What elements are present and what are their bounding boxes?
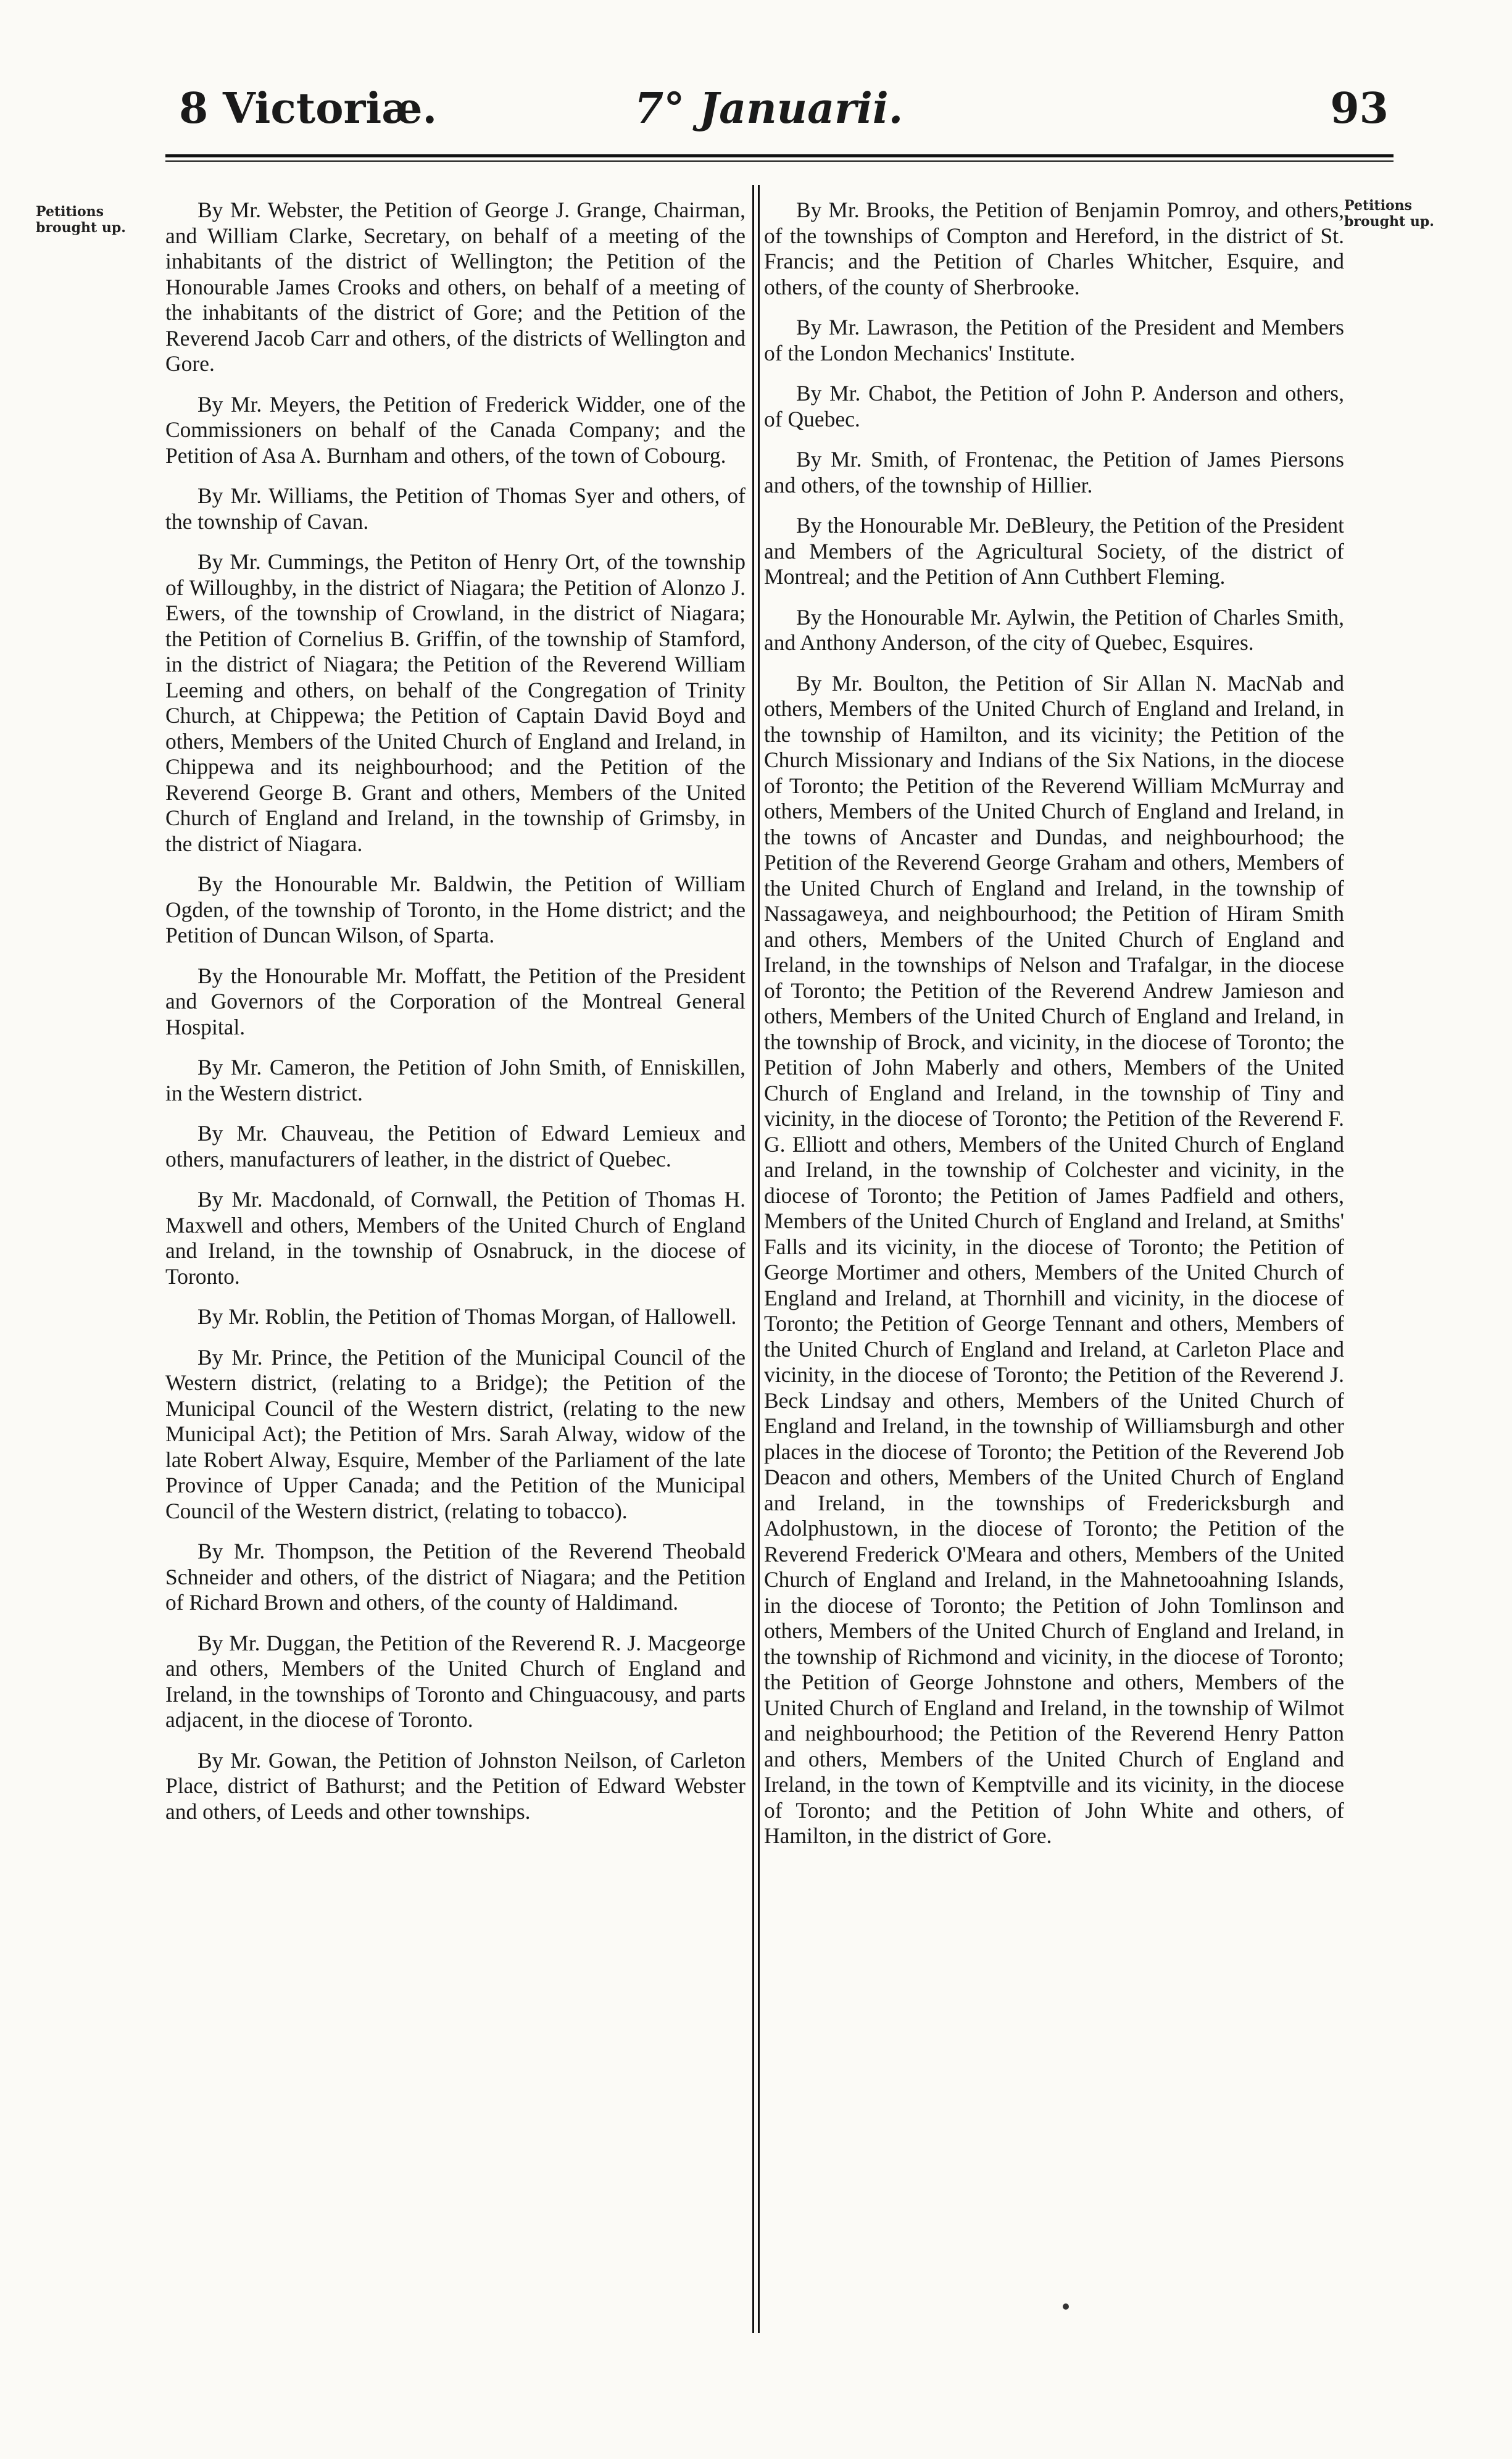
petition-paragraph: By the Honourable Mr. Moffatt, the Petition of the President and Governors of the Corporation of the Montreal General Hospital. — [165, 963, 746, 1039]
running-head-regnal-year: 8 Victoriæ. — [179, 84, 438, 133]
petition-paragraph: By Mr. Macdonald, of Cornwall, the Petition of Thomas H. Maxwell and others, Members of the United Church of England and Ireland, in the township of Osnabruck, in the diocese of Toronto. — [165, 1187, 746, 1289]
column-divider — [752, 185, 760, 2333]
petition-paragraph: By Mr. Lawrason, the Petition of the President and Members of the London Mechanics' Institute. — [764, 315, 1344, 365]
page-number: 93 — [1330, 84, 1389, 133]
petition-paragraph: By Mr. Chauveau, the Petition of Edward Lemieux and others, manufacturers of leather, in the district of Quebec. — [165, 1121, 746, 1171]
petition-paragraph: By Mr. Webster, the Petition of George J. Grange, Chairman, and William Clarke, Secretary, on behalf of a meeting of the inhabitants of the district of Wellington; the Petition of the Honourable James Crooks and others, on behalf of a meeting of the inhabitants of the district of Gore; and the Petition of the Reverend Jacob Carr and others, of the districts of Wellington and Gore. — [165, 198, 746, 376]
margin-note-right: Petitions brought up. — [1344, 198, 1434, 230]
petition-paragraph: By Mr. Thompson, the Petition of the Reverend Theobald Schneider and others, of the district of Niagara; and the Petition of Richard Brown and others, of the county of Haldimand. — [165, 1539, 746, 1615]
header-rule-thin — [165, 160, 1394, 162]
petition-paragraph: By Mr. Cummings, the Petiton of Henry Ort, of the township of Willoughby, in the district of Niagara; the Petition of Alonzo J. Ewers, of the township of Crowland, in the district of Niagara; the Petition of Cornelius B. Griffin, of the township of Stamford, in the district of Niagara; the Petition of the Reverend William Leeming and others, on behalf of the Congregation of Trinity Church, at Chippewa; the Petition of Captain David Boyd and others, Members of the United Church of England and Ireland, in Chippewa and its neighbourhood; and the Petition of the Reverend George B. Grant and others, Members of the United Church of England and Ireland, in the township of Grimsby, in the district of Niagara. — [165, 549, 746, 856]
petition-paragraph: By Mr. Prince, the Petition of the Municipal Council of the Western district, (relating to a Bridge); the Petition of the Municipal Council of the Western district, (relating to the new Municipal Act); the Petition of Mrs. Sarah Alway, widow of the late Robert Alway, Esquire, Member of the Parliament of the late Province of Upper Canada; and the Petition of the Municipal Council of the Western district, (relating to tobacco). — [165, 1344, 746, 1523]
petition-paragraph: By the Honourable Mr. DeBleury, the Petition of the President and Members of the Agricultural Society, of the district of Montreal; and the Petition of Ann Cuthbert Fleming. — [764, 513, 1344, 589]
margin-note-left: Petitions brought up. — [36, 204, 126, 236]
header-rule — [165, 154, 1394, 157]
left-column — [165, 198, 746, 1839]
running-head-date: 7° Januarii. — [634, 84, 903, 133]
petition-paragraph: By Mr. Roblin, the Petition of Thomas Morgan, of Hallowell. — [197, 1304, 737, 1329]
petition-paragraph: By the Honourable Mr. Baldwin, the Petition of William Ogden, of the township of Toronto, in the Home district; and the Petition of Duncan Wilson, of Sparta. — [165, 872, 746, 947]
end-dot-ornament — [1063, 2303, 1069, 2310]
petition-paragraph: By Mr. Williams, the Petition of Thomas Syer and others, of the township of Cavan. — [165, 483, 746, 534]
petition-paragraph: By Mr. Duggan, the Petition of the Reverend R. J. Macgeorge and others, Members of the United Church of England and Ireland, in the townships of Toronto and Chinguacousy, and parts adjacent, in the diocese of Toronto. — [165, 1630, 746, 1732]
petition-paragraph: By Mr. Boulton, the Petition of Sir Allan N. MacNab and others, Members of the United Church of England and Ireland, in the township of Hamilton, and its vicinity; the Petition of the Church Missionary and Indians of the Six Nations, in the diocese of Toronto; the Petition of the Reverend William McMurray and others, Members of the United Church of England and Ireland, in the towns of Ancaster and Dundas, and neighbourhood; the Petition of the Reverend George Graham and others, Members of the United Church of England and Ireland, in the township of Nassagaweya, and neighbourhood; the Petition of Hiram Smith and others, Members of the United Church of England and Ireland, in the townships of Nelson and Trafalgar, in the diocese of Toronto; the Petition of the Reverend Andrew Jamieson and others, Members of the United Church of England and Ireland, in the township of Brock, and vicinity, in the diocese of Toronto; the Petition of John Maberly and others, Members of the United Church of England and Ireland, in the township of Tiny and vicinity, in the diocese of Toronto; the Petition of the Reverend F. G. Elliott and others, Members of the United Church of England and Ireland, in the township of Colchester and vicinity, in the diocese of Toronto; the Petition of James Padfield and others, Members of the United Church of England and Ireland, at Smiths' Falls and its vicinity, in the diocese of Toronto; the Petition of George Mortimer and others, Members of the United Church of England and Ireland, at Thornhill and vicinity, in the diocese of Toronto; the Petition of George Tennant and others, Members of the United Church of England and Ireland, at Carleton Place and vicinity, in the diocese of Toronto; the Petition of the Reverend J. Beck Lindsay and others, Members of the United Church of England and Ireland, in the township of Williamsburgh and other places in the diocese of Toronto; the Petition of the Reverend Job Deacon and others, Members of the United Church of England and Ireland, in the townships of Fredericksburgh and Adolphustown, in the diocese of Toronto; the Petition of the Reverend Frederick O'Meara and others, Members of the United Church of England and Ireland, in the Mahnetooahning Islands, in the diocese of Toronto; the Petition of John Tomlinson and others, Members of the United Church of England and Ireland, in the township of Richmond and vicinity, in the diocese of Toronto; the Petition of George Johnstone and others, Members of the United Church of England and Ireland, in the township of Wilmot and neighbourhood; the Petition of the Reverend Henry Patton and others, Members of the United Church of England and Ireland, in the town of Kemptville and its vicinity, in the diocese of Toronto; and the Petition of John White and others, of Hamilton, in the district of Gore. — [764, 670, 1344, 1848]
petition-paragraph: By Mr. Brooks, the Petition of Benjamin Pomroy, and others, of the townships of Compton and Hereford, in the district of St. Francis; and the Petition of Charles Whitcher, Esquire, and others, of the county of Sherbrooke. — [764, 198, 1344, 299]
petition-paragraph: By Mr. Cameron, the Petition of John Smith, of Enniskillen, in the Western district. — [165, 1055, 746, 1105]
right-column — [764, 198, 1344, 1864]
page-header — [179, 84, 1389, 152]
petition-paragraph: By Mr. Chabot, the Petition of John P. Anderson and others, of Quebec. — [764, 381, 1344, 431]
petition-paragraph: By the Honourable Mr. Aylwin, the Petition of Charles Smith, and Anthony Anderson, of the city of Quebec, Esquires. — [764, 604, 1344, 655]
petition-paragraph: By Mr. Meyers, the Petition of Frederick Widder, one of the Commissioners on behalf of the Canada Company; and the Petition of Asa A. Burnham and others, of the town of Cobourg. — [165, 391, 746, 468]
petition-paragraph: By Mr. Smith, of Frontenac, the Petition of James Piersons and others, of the township of Hillier. — [764, 447, 1344, 497]
petition-paragraph: By Mr. Gowan, the Petition of Johnston Neilson, of Carleton Place, district of Bathurst; and the Petition of Edward Webster and others, of Leeds and other townships. — [165, 1747, 746, 1824]
